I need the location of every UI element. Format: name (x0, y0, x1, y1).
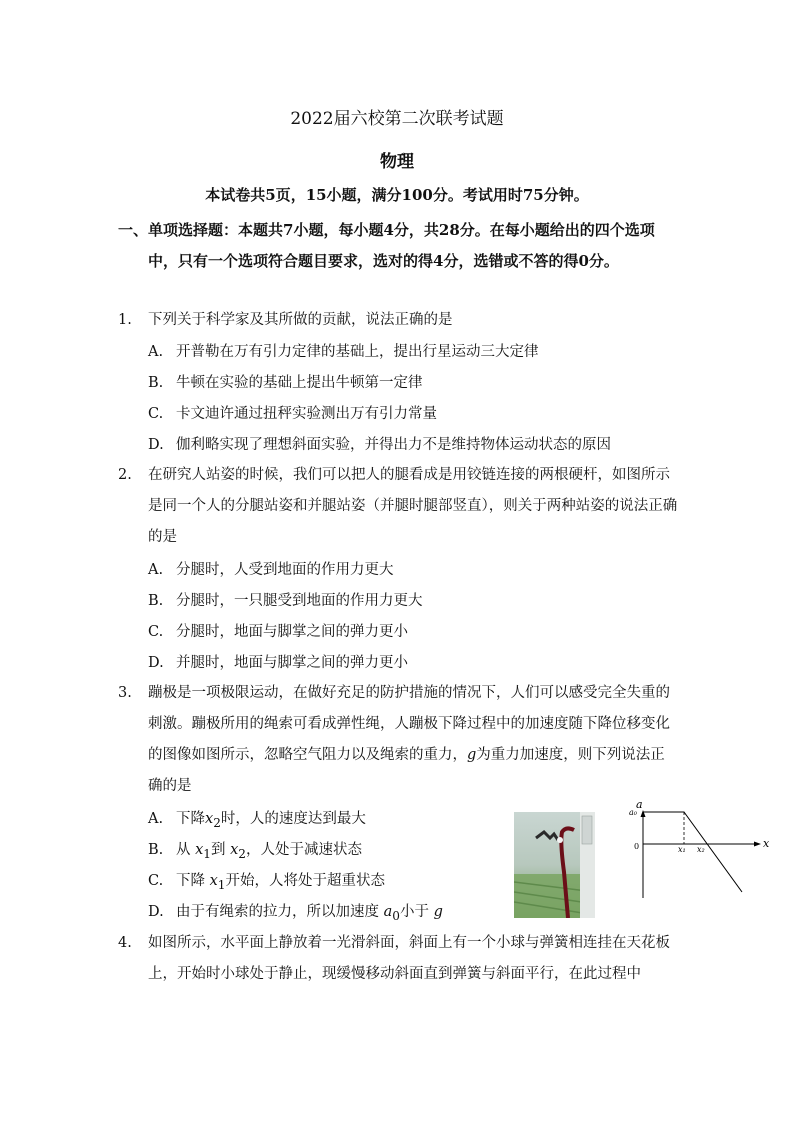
variable: x (209, 873, 218, 889)
stem-part: 为重力加速度，则下列说法正确的是 (148, 747, 665, 794)
q1-option-d (148, 435, 611, 455)
section-heading (118, 215, 678, 277)
variable: a (383, 904, 393, 920)
q2-option-d (148, 653, 408, 673)
q1-option-a (148, 342, 539, 362)
option-text: 小于 (399, 904, 429, 920)
gravity-symbol: g (433, 904, 443, 920)
stem-part: 蹦极是一项极限运动，在做好充足的防护措施的情况下，人们可以感受完全失重的刺激。蹦极所用的绳索可看成弹性绳，人蹦极下降过程中的加速度随下降位移变化的图像如图所示，忽略空气阻力以及绳索的重力， (148, 685, 670, 763)
option-text: 牛顿在实验的基础上提出牛顿第一定律 (176, 375, 423, 391)
option-text: 开始，人将处于超重状态 (225, 873, 385, 889)
q3-option-c (148, 871, 385, 895)
acceleration-displacement-graph (620, 800, 780, 900)
option-label: C. (148, 624, 164, 640)
question-number: 1. (118, 312, 132, 328)
gravity-symbol: g (467, 747, 477, 763)
y-axis-label: a (636, 800, 643, 811)
option-text: 下降 (176, 873, 205, 889)
option-label: D. (148, 655, 164, 671)
q1-option-c (148, 404, 437, 424)
option-label: A. (148, 811, 164, 827)
x-axis-label: x (763, 837, 770, 850)
q3-option-a (148, 809, 366, 833)
question-3 (118, 678, 678, 802)
origin-label: 0 (634, 842, 640, 851)
q2-option-a (148, 560, 394, 580)
question-stem: 下列关于科学家及其所做的贡献，说法正确的是 (148, 312, 453, 328)
q1-option-b (148, 373, 423, 393)
option-label: C. (148, 873, 164, 889)
option-text: 伽利略实现了理想斜面实验，并得出力不是维持物体运动状态的原因 (176, 437, 611, 453)
subscript: 2 (238, 846, 246, 861)
q2-option-c (148, 622, 408, 642)
option-text: 时，人的速度达到最大 (220, 811, 366, 827)
option-text: 分腿时，一只腿受到地面的作用力更大 (176, 593, 423, 609)
option-label: B. (148, 375, 164, 391)
question-stem: 在研究人站姿的时候，我们可以把人的腿看成是用铰链连接的两根硬杆，如图所示是同一个人的分腿站姿和并腿站姿（并腿时腿部竖直），则关于两种站姿的说法正确的是 (148, 467, 678, 545)
bungee-photo (514, 812, 595, 918)
x-axis-arrow (754, 842, 761, 847)
x2-label: x₂ (697, 845, 705, 854)
question-number: 3. (118, 685, 132, 701)
variable: x (230, 842, 239, 858)
variable: x (195, 842, 204, 858)
option-text: 分腿时，人受到地面的作用力更大 (176, 562, 394, 578)
variable: x (205, 811, 214, 827)
question-1 (118, 305, 678, 336)
question-4 (118, 928, 678, 990)
q3-option-d (148, 902, 443, 926)
question-number: 2. (118, 467, 132, 483)
exam-title: 2022届六校第二次联考试题 (290, 109, 504, 129)
option-label: B. (148, 842, 164, 858)
section-number: 一、 (118, 221, 149, 239)
question-stem (118, 678, 678, 802)
section-instructions: 单项选择题：本题共7小题，每小题4分，共28分。在每小题给出的四个选项中，只有一个选项符合题目要求，选对的得4分，选错或不答的得0分。 (148, 221, 655, 270)
subscript: 1 (203, 846, 211, 861)
option-label: D. (148, 437, 164, 453)
subscript: 1 (217, 877, 226, 892)
exam-info: 本试卷共5页，15小题，满分100分。考试用时75分钟。 (205, 186, 589, 204)
option-text: 由于有绳索的拉力，所以加速度 (176, 904, 379, 920)
option-text: ，人处于减速状态 (245, 842, 362, 858)
question-2 (118, 460, 678, 553)
option-label: A. (148, 344, 164, 360)
option-text: 开普勒在万有引力定律的基础上，提出行星运动三大定律 (176, 344, 539, 360)
jumper-head (557, 837, 563, 843)
option-text: 分腿时，地面与脚掌之间的弹力更小 (176, 624, 408, 640)
option-label: B. (148, 593, 164, 609)
option-text: 卡文迪许通过扭秤实验测出万有引力常量 (176, 406, 437, 422)
option-text: 从 (176, 842, 191, 858)
option-text: 并腿时，地面与脚掌之间的弹力更小 (176, 655, 408, 671)
q2-option-b (148, 591, 423, 611)
photo-railing (582, 816, 592, 844)
option-text: 到 (210, 842, 226, 858)
a0-label: a₀ (629, 808, 637, 817)
option-label: D. (148, 904, 164, 920)
option-label: C. (148, 406, 164, 422)
series-line (643, 812, 742, 892)
exam-subject: 物理 (380, 152, 414, 172)
option-label: A. (148, 562, 164, 578)
question-number: 4. (118, 935, 132, 951)
option-text: 下降 (176, 811, 205, 827)
q3-option-b (148, 840, 362, 864)
question-stem: 如图所示，水平面上静放着一光滑斜面，斜面上有一个小球与弹簧相连挂在天花板上，开始时小球处于静止，现缓慢移动斜面直到弹簧与斜面平行，在此过程中 (148, 935, 670, 982)
subscript: 2 (213, 815, 221, 830)
y-axis-arrow (641, 810, 646, 817)
subscript: 0 (392, 908, 400, 923)
x1-label: x₁ (678, 845, 686, 854)
